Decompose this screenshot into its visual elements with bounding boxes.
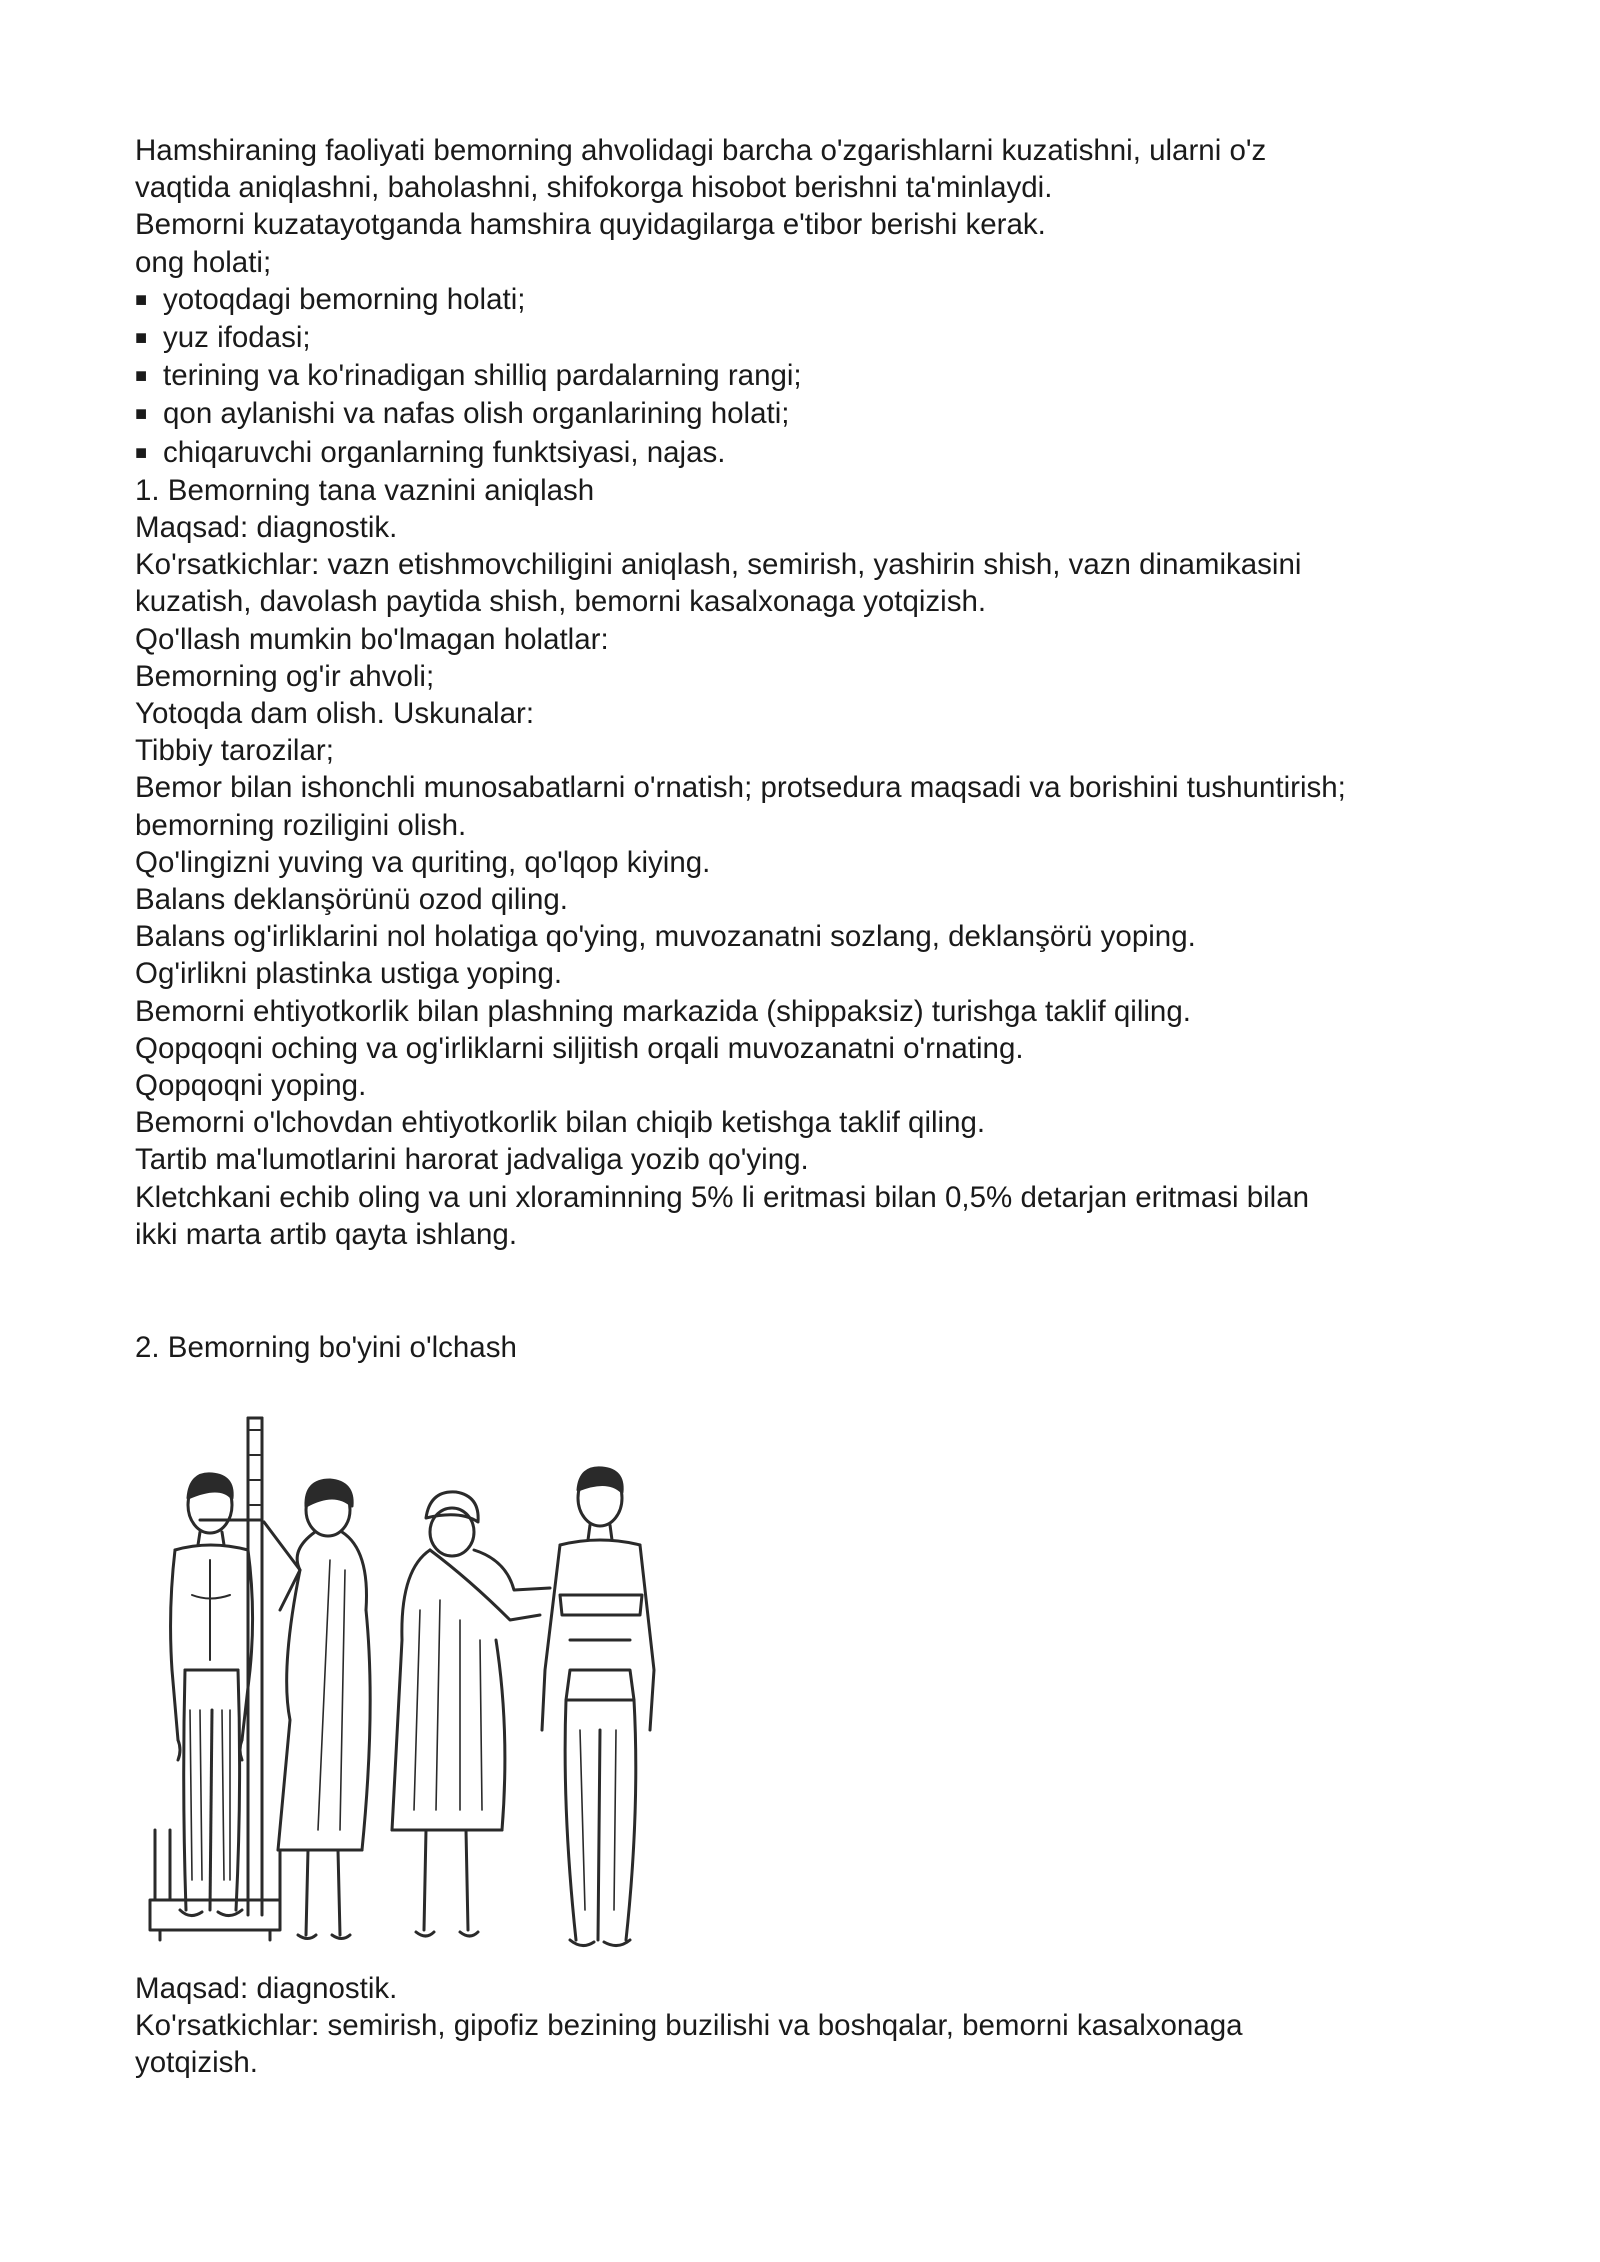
text-line: Bemorning og'ir ahvoli; [135,659,435,693]
text-line: Qopqoqni oching va og'irliklarni siljitish orqali muvozanatni o'rnating. [135,1031,1024,1065]
text-line: Kletchkani echib oling va uni xloraminning 5% li eritmasi bilan 0,5% detarjan eritmasi bilan [135,1180,1310,1214]
text-line: kuzatish, davolash paytida shish, bemorni kasalxonaga yotqizish. [135,585,987,619]
text-line: Maqsad: diagnostik. [135,1972,398,2005]
section-height [135,1329,1475,1366]
text-line: Qo'lingizni yuving va quriting, qo'lqop kiying. [135,845,711,879]
text-line: Qopqoqni yoping. [135,1069,367,1103]
text-line: Bemorni o'lchovdan ehtiyotkorlik bilan chiqib ketishga taklif qiling. [135,1106,986,1140]
text-line: Balans og'irliklarini nol holatiga qo'ying, muvozanatni sozlang, deklanşörü yoping. [135,920,1196,954]
section-heading: 1. Bemorning tana vaznini aniqlash [135,473,595,507]
bullet-item: ■ yuz ifodasi; [135,319,1475,357]
section-height-details [135,1970,1475,2082]
text-line: bemorning roziligini olish. [135,808,467,842]
intro-paragraph-line: Bemorni kuzatayotganda hamshira quyidagilarga e'tibor berishi kerak. [135,208,1046,242]
intro-paragraph-line: Hamshiraning faoliyati bemorning ahvolidagi barcha o'zgarishlarni kuzatishni, ularni o'z [135,134,1267,167]
text-line: Bemorni ehtiyotkorlik bilan plashning markazida (shippaksiz) turishga taklif qiling. [135,994,1191,1028]
section-heading: 2. Bemorning bo'yini o'lchash [135,1331,517,1364]
bullet-item: ■ terining va ko'rinadigan shilliq pardalarning rangi; [135,357,1475,395]
illustration-drawing [130,1410,710,1960]
text-line: Tibbiy tarozilar; [135,734,334,768]
text-line: yotqizish. [135,2046,258,2080]
text-line: Balans deklanşörünü ozod qiling. [135,883,568,917]
patient-figure-left [171,1474,253,1916]
text-line: ikki marta artib qayta ishlang. [135,1217,518,1251]
height-measurement-illustration [130,1410,710,1960]
text-line: Og'irlikni plastinka ustiga yoping. [135,957,563,991]
text-line: Maqsad: diagnostik. [135,511,398,545]
section-body-weight [135,132,1475,1253]
text-line: Bemor bilan ishonchli munosabatlarni o'rnatish; protsedura maqsadi va borishini tushuntirish; [135,771,1346,805]
text-line: Tartib ma'lumotlarini harorat jadvaliga yozib qo'ying. [135,1143,809,1177]
text-line: Yotoqda dam olish. Uskunalar: [135,697,535,731]
patient-figure-right [542,1468,654,1946]
text-line: Ko'rsatkichlar: semirish, gipofiz bezining buzilishi va boshqalar, bemorni kasalxonaga [135,2009,1243,2043]
stadiometer [150,1418,280,1940]
bullet-item: ■ qon aylanishi va nafas olish organlarining holati; [135,395,1475,433]
bullet-item: ■ yotoqdagi bemorning holati; [135,281,1475,319]
intro-paragraph-line: ong holati; [135,245,272,279]
text-line: Qo'llash mumkin bo'lmagan holatlar: [135,622,609,656]
bullet-item: ■ chiqaruvchi organlarning funktsiyasi, najas. [135,434,1475,472]
intro-paragraph-line: vaqtida aniqlashni, baholashni, shifokorga hisobot berishni ta'minlaydi. [135,171,1053,205]
text-line: Ko'rsatkichlar: vazn etishmovchiligini aniqlash, semirish, yashirin shish, vazn dinamikasini [135,548,1302,582]
nurse-figure-right [392,1492,550,1936]
